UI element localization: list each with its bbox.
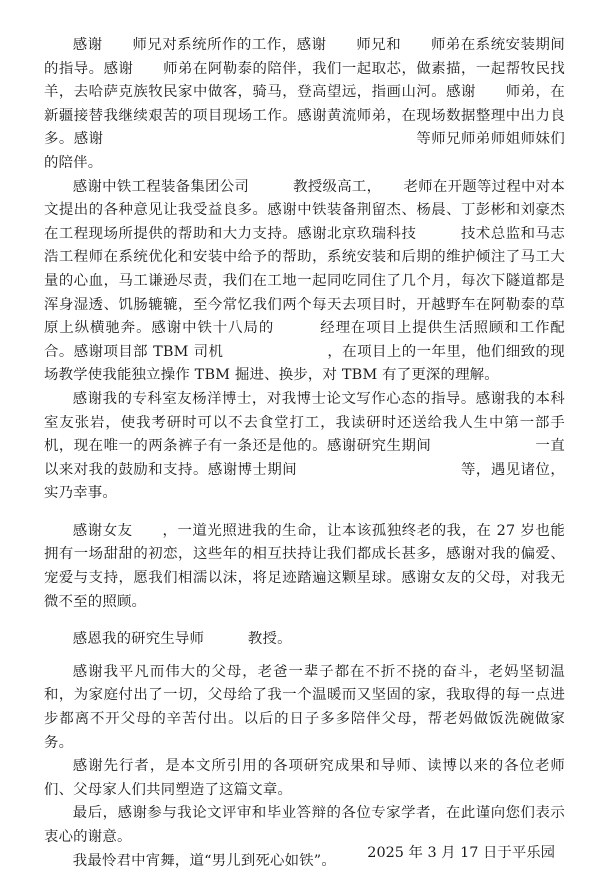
paragraph-pioneers-thanks: 感谢先行者，是本文所引用的各项研究成果和导师、读博以来的各位老师们、父母家人们共同塑造了这篇文章。 bbox=[44, 758, 565, 798]
paragraph-roommates-thanks: 感谢我的专科室友杨洋博士，对我博士论文写作心态的指导。感谢我的本科室友张岩，使我考研时可以不去食堂打工，我读研时还送给我人生中第一部手机，现在唯一的两条裤子有一条还是他的。感谢研究生期间 一直以来对我的鼓励和支持。感谢博士期间 等，遇见诸位，实乃幸事。 bbox=[44, 390, 565, 502]
paragraph-industry-thanks: 感谢中铁工程装备集团公司 教授级高工， 老师在开题等过程中对本文提出的各种意见让我受益良多。感谢中铁装备荆留杰、杨晨、丁彭彬和刘豪杰在工程现场所提供的帮助和大力支持。感谢北京玖瑞科技 技术总监和马志浩工程师在系统优化和安装中给予的帮助，系统安装和后期的维护倾注了马工大量的心血，马工谦逊尽责，我们在工地一起同吃同住了几个月，每次下隧道都是浑身湿透、饥肠辘辘，至今常忆我们两个每天去项目时，开越野车在阿勒泰的草原上纵横驰奔。感谢中铁十八局的 经理在项目上提供生活照顾和工作配合。感谢项目部 TBM 司机 ，在项目上的一年里，他们细致的现场教学使我能独立操作 TBM 掘进、换步，对 TBM 有了更深的理解。 bbox=[44, 178, 565, 384]
signature-date: 2025 年 3 月 17 日于平乐园 bbox=[367, 845, 555, 861]
paragraph-girlfriend-thanks: 感谢女友 ，一道光照进我的生命，让本该孤独终老的我，在 27 岁也能拥有一场甜甜的初恋，这些年的相互扶持让我们都成长甚多，感谢对我的偏爱、宠爱与支持，愿我们相濡以沫，将足迹踏遍这颗星球。感谢女友的父母，对我无微不至的照顾。 bbox=[44, 522, 565, 610]
paragraph-closing-quote: 我最怜君中宵舞，道“男儿到死心如铁”。 bbox=[72, 852, 336, 869]
paragraph-lab-thanks: 感谢 师兄对系统所作的工作，感谢 师兄和 师弟在系统安装期间的指导。感谢 师弟在阿勒泰的陪伴，我们一起取芯，做素描，一起帮牧民找羊，去哈萨克族牧民家中做客，骑马，登高望远，指画山河。感谢 师弟，在新疆接替我继续艰苦的项目现场工作。感谢黄流师弟，在现场数据整理中出力良多。感谢 等师兄师弟师姐师妹们的陪伴。 bbox=[44, 37, 565, 171]
paragraph-advisor-thanks: 感恩我的研究生导师 教授。 bbox=[72, 631, 292, 648]
paragraph-parents-thanks: 感谢我平凡而伟大的父母，老爸一辈子都在不折不挠的奋斗，老妈坚韧温和，为家庭付出了一切，父母给了我一个温暖而又坚固的家，我取得的每一点进步都离不开父母的辛苦付出。以后的日子多多陪伴父母，帮老妈做饭洗碗做家务。 bbox=[44, 663, 565, 751]
paragraph-reviewers-thanks: 最后，感谢参与我论文评审和毕业答辩的各位专家学者，在此谨向您们表示衷心的谢意。 bbox=[44, 805, 565, 845]
